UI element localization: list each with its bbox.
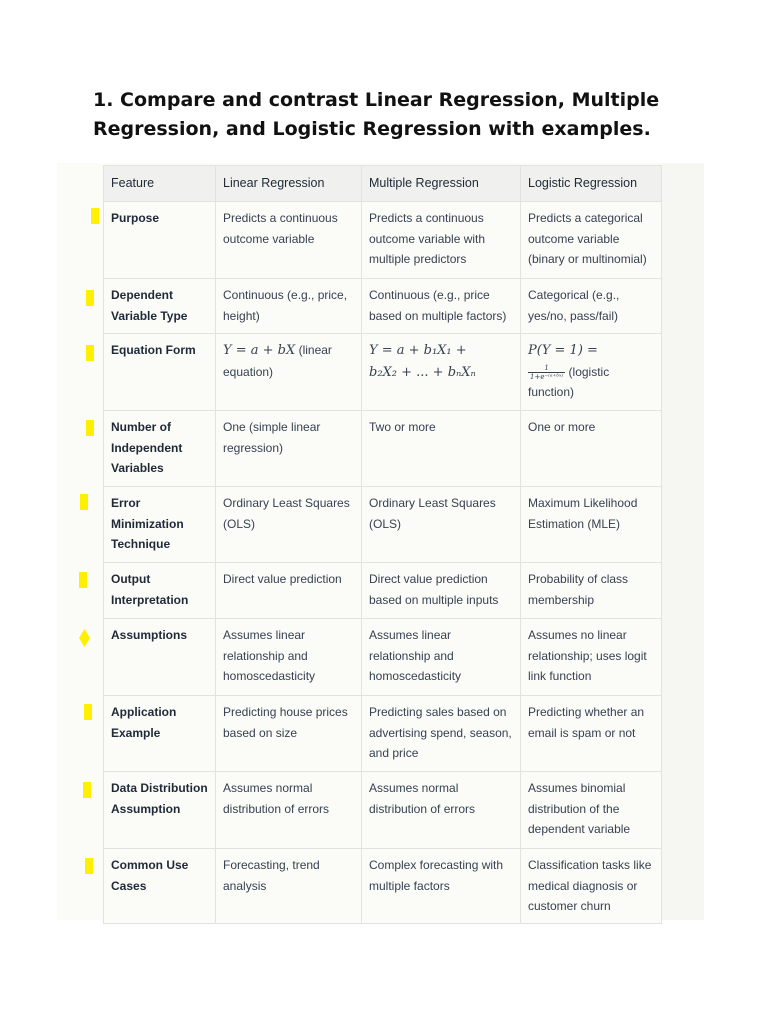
cell-logistic: One or more [521, 411, 662, 487]
cell-multiple: Predicting sales based on advertising spend, season, and price [362, 696, 521, 772]
cell-logistic: Predicts a categorical outcome variable (binary or multinomial) [521, 202, 662, 279]
cell-multiple: Two or more [362, 411, 521, 487]
header-linear: Linear Regression [216, 166, 362, 202]
cell-logistic: Assumes no linear relationship; uses logit link function [521, 619, 662, 696]
cell-linear: Forecasting, trend analysis [216, 849, 362, 924]
highlight-marker [86, 420, 94, 436]
cell-logistic: Classification tasks like medical diagnosis or customer churn [521, 849, 662, 924]
highlight-marker [86, 290, 94, 306]
highlight-marker [91, 208, 99, 224]
comparison-table [103, 165, 662, 924]
highlight-marker [85, 858, 93, 874]
cell-linear: One (simple linear regression) [216, 411, 362, 487]
cell-logistic: Probability of class membership [521, 563, 662, 619]
cell-logistic: Categorical (e.g., yes/no, pass/fail) [521, 279, 662, 334]
cell-logistic [521, 334, 662, 411]
fraction-denominator: 1+e⁻⁽ᵃ⁺ᵇˣ⁾ [530, 372, 564, 381]
highlight-marker [84, 704, 92, 720]
table-row [104, 772, 662, 849]
table-row [104, 563, 662, 619]
cell-multiple: Assumes normal distribution of errors [362, 772, 521, 849]
header-multiple: Multiple Regression [362, 166, 521, 202]
logistic-fraction [528, 364, 565, 381]
cell-linear: Direct value prediction [216, 563, 362, 619]
table-row [104, 696, 662, 772]
cell-linear [216, 334, 362, 411]
table-row [104, 279, 662, 334]
cell-linear: Continuous (e.g., price, height) [216, 279, 362, 334]
cell-multiple: Continuous (e.g., price based on multiple factors) [362, 279, 521, 334]
cell-linear: Assumes linear relationship and homoscedasticity [216, 619, 362, 696]
highlight-marker [86, 345, 94, 361]
cell-multiple: Complex forecasting with multiple factors [362, 849, 521, 924]
table-header-row [104, 166, 662, 202]
cell-multiple: Direct value prediction based on multiple inputs [362, 563, 521, 619]
heading-line-1: 1. Compare and contrast Linear Regression, Multiple [93, 89, 660, 111]
header-feature: Feature [104, 166, 216, 202]
table-row [104, 202, 662, 279]
cell-logistic: Assumes binomial distribution of the dependent variable [521, 772, 662, 849]
row-feature: Error Minimization Technique [104, 487, 216, 563]
row-feature: Equation Form [104, 334, 216, 411]
highlight-marker [80, 494, 88, 510]
table-row [104, 849, 662, 924]
multiple-equation-line-1: Y = a + b₁X₁ + [369, 343, 467, 358]
cell-logistic: Maximum Likelihood Estimation (MLE) [521, 487, 662, 563]
table-row [104, 334, 662, 411]
question-heading [93, 86, 693, 144]
cell-linear: Ordinary Least Squares (OLS) [216, 487, 362, 563]
cell-multiple: Predicts a continuous outcome variable with multiple predictors [362, 202, 521, 279]
row-feature: Number of Independent Variables [104, 411, 216, 487]
cell-logistic: Predicting whether an email is spam or not [521, 696, 662, 772]
linear-equation-note: (linear equation) [223, 343, 332, 379]
logistic-equation: P(Y = 1) = [528, 343, 598, 358]
table-row [104, 411, 662, 487]
table-row [104, 487, 662, 563]
cell-linear: Assumes normal distribution of errors [216, 772, 362, 849]
cell-multiple: Assumes linear relationship and homoscedasticity [362, 619, 521, 696]
fraction-numerator: 1 [528, 364, 565, 373]
row-feature: Dependent Variable Type [104, 279, 216, 334]
table-image-edge [662, 163, 704, 920]
header-logistic: Logistic Regression [521, 166, 662, 202]
highlight-marker [83, 782, 91, 798]
row-feature: Purpose [104, 202, 216, 279]
table-row [104, 619, 662, 696]
multiple-equation-line-2: b₂X₂ + ... + bₙXₙ [369, 364, 476, 380]
linear-equation: Y = a + bX [223, 343, 296, 358]
row-feature: Application Example [104, 696, 216, 772]
logistic-equation-note: (logistic function) [528, 364, 610, 399]
row-feature: Data Distribution Assumption [104, 772, 216, 849]
row-feature: Assumptions [104, 619, 216, 696]
cell-multiple: Ordinary Least Squares (OLS) [362, 487, 521, 563]
cell-linear: Predicts a continuous outcome variable [216, 202, 362, 279]
cell-linear: Predicting house prices based on size [216, 696, 362, 772]
highlight-marker [79, 572, 87, 588]
cell-multiple [362, 334, 521, 411]
row-feature: Common Use Cases [104, 849, 216, 924]
heading-line-2: Regression, and Logistic Regression with examples. [93, 118, 651, 140]
row-feature: Output Interpretation [104, 563, 216, 619]
